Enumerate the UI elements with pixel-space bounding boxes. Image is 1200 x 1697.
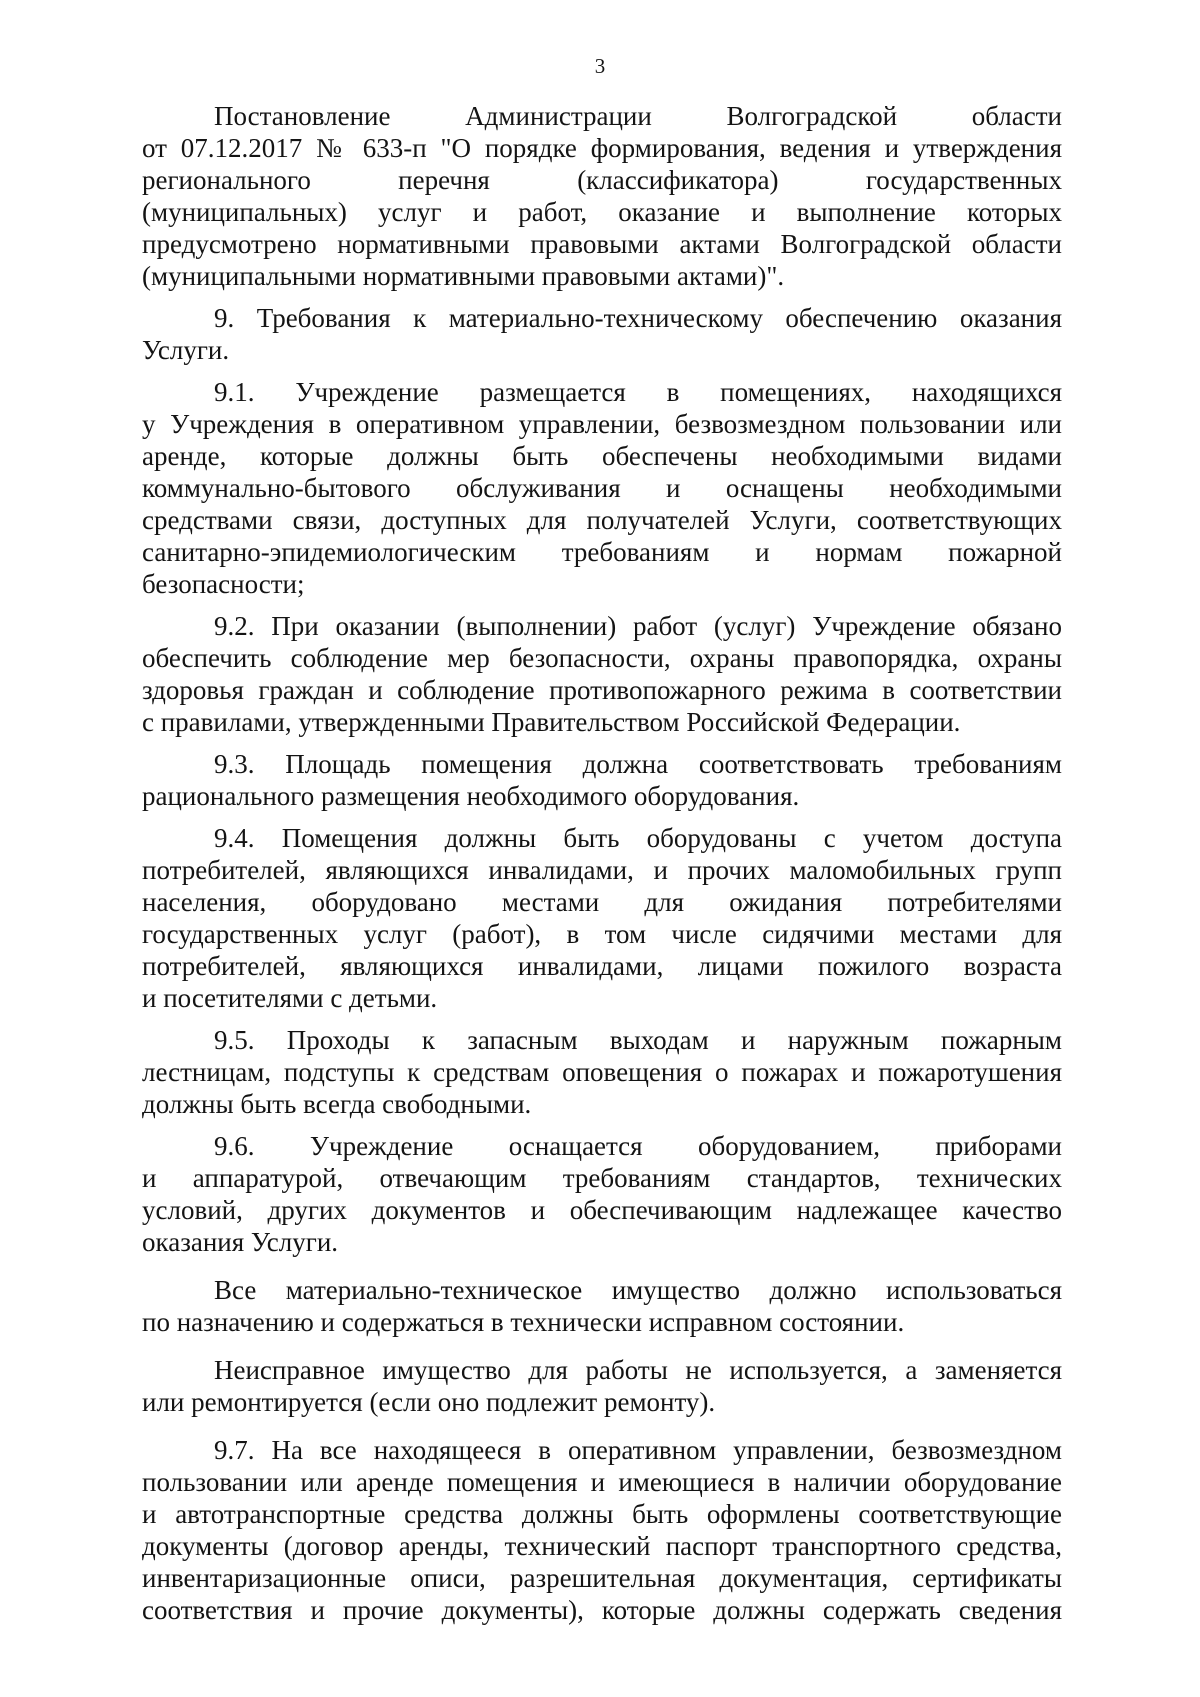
text-line: и посетителями с детьми. (142, 983, 438, 1013)
text-line: (муниципальными нормативными правовыми актами)". (142, 261, 785, 291)
text-line: соответствия и прочие документы), которые должны содержать сведения (142, 1595, 1062, 1625)
page-number: 3 (594, 54, 606, 78)
text-line: рационального размещения необходимого оборудования. (142, 781, 800, 811)
text-line: государственных услуг (работ), в том числе сидячими местами для (142, 919, 1062, 949)
text-line: документы (договор аренды, технический паспорт транспортного средства, (142, 1531, 1062, 1561)
text-line: Постановление Администрации Волгоградской области (214, 101, 1062, 131)
text-line: инвентаризационные описи, разрешительная документация, сертификаты (142, 1563, 1062, 1593)
text-line: Неисправное имущество для работы не используется, а заменяется (214, 1355, 1062, 1385)
paragraph-clause-9-7 (142, 1434, 1062, 1626)
document-body (142, 100, 1062, 1626)
paragraph-clause-9-3 (142, 748, 1062, 812)
paragraph-clause-9-1 (142, 376, 1062, 600)
text-line: 9.5. Проходы к запасным выходам и наружным пожарным (214, 1025, 1062, 1055)
paragraph-clause-9-4 (142, 822, 1062, 1014)
text-line: населения, оборудовано местами для ожидания потребителями (142, 887, 1062, 917)
text-line: (муниципальных) услуг и работ, оказание и выполнение которых (142, 197, 1062, 227)
text-line: потребителей, являющихся инвалидами, и прочих маломобильных групп (142, 855, 1062, 885)
paragraph-clause-9-5 (142, 1024, 1062, 1120)
text-line: 9.1. Учреждение размещается в помещениях, находящихся (214, 377, 1062, 407)
paragraph-decree-ref (142, 100, 1062, 292)
text-line: от 07.12.2017 № 633-п "О порядке формирования, ведения и утверждения (142, 133, 1062, 163)
text-line: и аппаратурой, отвечающим требованиям стандартов, технических (142, 1163, 1062, 1193)
text-line: аренде, которые должны быть обеспечены необходимыми видами (142, 441, 1062, 471)
text-line: и автотранспортные средства должны быть оформлены соответствующие (142, 1499, 1062, 1529)
text-line: 9.2. При оказании (выполнении) работ (услуг) Учреждение обязано (214, 611, 1062, 641)
text-line: лестницам, подступы к средствам оповещения о пожарах и пожаротушения (142, 1057, 1062, 1087)
text-line: или ремонтируется (если оно подлежит ремонту). (142, 1387, 716, 1417)
text-line: 9. Требования к материально-техническому обеспечению оказания (214, 303, 1062, 333)
text-line: санитарно-эпидемиологическим требованиям и нормам пожарной (142, 537, 1062, 567)
text-line: 9.7. На все находящееся в оперативном управлении, безвозмездном (214, 1435, 1062, 1465)
text-line: должны быть всегда свободными. (142, 1089, 532, 1119)
text-line: 9.4. Помещения должны быть оборудованы с учетом доступа (214, 823, 1062, 853)
paragraph-section-9 (142, 302, 1062, 366)
paragraph-property-use (142, 1274, 1062, 1338)
paragraph-clause-9-6 (142, 1130, 1062, 1258)
text-line: по назначению и содержаться в технически исправном состоянии. (142, 1307, 905, 1337)
paragraph-clause-9-2 (142, 610, 1062, 738)
text-line: коммунально-бытового обслуживания и оснащены необходимыми (142, 473, 1062, 503)
paragraph-faulty-property (142, 1354, 1062, 1418)
text-line: с правилами, утвержденными Правительством Российской Федерации. (142, 707, 961, 737)
text-line: потребителей, являющихся инвалидами, лицами пожилого возраста (142, 951, 1062, 981)
text-line: пользовании или аренде помещения и имеющиеся в наличии оборудование (142, 1467, 1062, 1497)
text-line: обеспечить соблюдение мер безопасности, охраны правопорядка, охраны (142, 643, 1062, 673)
text-line: у Учреждения в оперативном управлении, безвозмездном пользовании или (142, 409, 1062, 439)
text-line: 9.3. Площадь помещения должна соответствовать требованиям (214, 749, 1062, 779)
text-line: условий, других документов и обеспечивающим надлежащее качество (142, 1195, 1062, 1225)
text-line: 9.6. Учреждение оснащается оборудованием, приборами (214, 1131, 1062, 1161)
text-line: здоровья граждан и соблюдение противопожарного режима в соответствии (142, 675, 1062, 705)
text-line: регионального перечня (классификатора) государственных (142, 165, 1062, 195)
text-line: Услуги. (142, 335, 230, 365)
text-line: средствами связи, доступных для получателей Услуги, соответствующих (142, 505, 1062, 535)
text-line: безопасности; (142, 569, 305, 599)
text-line: Все материально-техническое имущество должно использоваться (214, 1275, 1062, 1305)
text-line: предусмотрено нормативными правовыми актами Волгоградской области (142, 229, 1062, 259)
text-line: оказания Услуги. (142, 1227, 339, 1257)
